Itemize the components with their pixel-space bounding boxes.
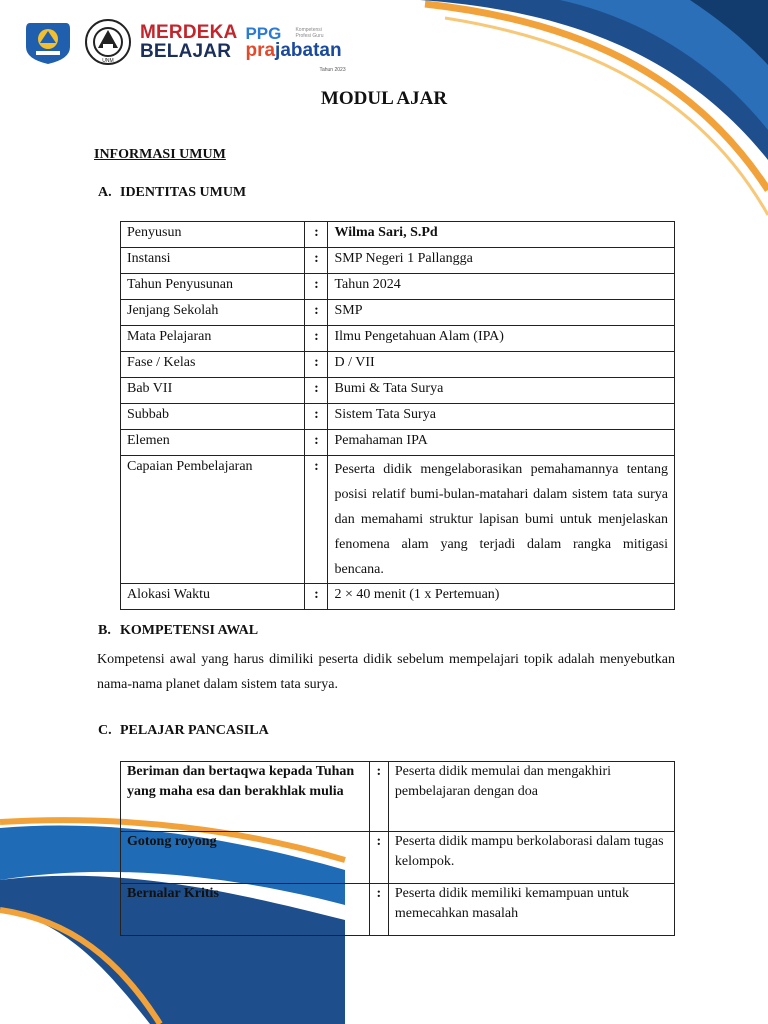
pancasila-deskripsi: Peserta didik memulai dan mengakhiri pembelajaran dengan doa	[388, 762, 674, 832]
identitas-row	[121, 274, 675, 300]
section-b-number: B.	[98, 623, 111, 638]
pancasila-colon: :	[369, 762, 388, 832]
pancasila-row	[121, 762, 675, 832]
pancasila-deskripsi: Peserta didik memiliki kemampuan untuk memecahkan masalah	[388, 884, 674, 936]
ppg-tagline: Kompetensi Profesi Guru	[295, 27, 324, 39]
identitas-label: Mata Pelajaran	[121, 326, 305, 352]
prajabatan-text	[245, 42, 341, 59]
pancasila-colon: :	[369, 832, 388, 884]
pancasila-deskripsi: Peserta didik mampu berkolaborasi dalam tugas kelompok.	[388, 832, 674, 884]
pancasila-table	[120, 761, 675, 936]
identitas-label: Capaian Pembelajaran	[121, 456, 305, 584]
section-c-heading	[98, 723, 269, 739]
identitas-value: 2 × 40 menit (1 x Pertemuan)	[328, 584, 675, 610]
identitas-value: Bumi & Tata Surya	[328, 378, 675, 404]
identitas-value: Wilma Sari, S.Pd	[328, 222, 675, 248]
identitas-value: SMP	[328, 300, 675, 326]
section-b-heading	[98, 623, 258, 639]
identitas-label: Penyusun	[121, 222, 305, 248]
identitas-label: Subbab	[121, 404, 305, 430]
unm-logo-text: UNM	[102, 58, 114, 64]
identitas-label: Fase / Kelas	[121, 352, 305, 378]
ppg-prajabatan-logo	[245, 24, 346, 73]
pancasila-colon: :	[369, 884, 388, 936]
identitas-colon: :	[305, 300, 328, 326]
identitas-row	[121, 456, 675, 584]
identitas-label: Jenjang Sekolah	[121, 300, 305, 326]
merdeka-text: MERDEKA	[140, 22, 238, 43]
identitas-row	[121, 222, 675, 248]
identitas-label: Alokasi Waktu	[121, 584, 305, 610]
merdeka-belajar-logo	[140, 23, 237, 61]
identitas-colon: :	[305, 326, 328, 352]
ppg-text: PPG	[245, 24, 282, 43]
identitas-row	[121, 404, 675, 430]
ppg-year: Tahun 2023	[319, 67, 346, 73]
identitas-colon: :	[305, 584, 328, 610]
section-a-title: IDENTITAS UMUM	[120, 185, 247, 200]
identitas-value: Ilmu Pengetahuan Alam (IPA)	[328, 326, 675, 352]
prajabatan-pra: pra	[245, 40, 276, 61]
identitas-colon: :	[305, 222, 328, 248]
identitas-label: Instansi	[121, 248, 305, 274]
identitas-row	[121, 584, 675, 610]
identitas-table	[120, 221, 675, 610]
section-b-title: KOMPETENSI AWAL	[120, 623, 259, 638]
section-c-number: C.	[98, 723, 112, 738]
unm-logo	[84, 18, 132, 66]
identitas-value: Pemahaman IPA	[328, 430, 675, 456]
identitas-colon: :	[305, 352, 328, 378]
section-a-heading	[98, 185, 246, 201]
kemendikbud-logo	[22, 19, 74, 65]
identitas-colon: :	[305, 248, 328, 274]
section-a-number: A.	[98, 185, 112, 200]
identitas-row	[121, 248, 675, 274]
page-title: MODUL AJAR	[320, 88, 448, 109]
pancasila-row	[121, 884, 675, 936]
identitas-colon: :	[305, 378, 328, 404]
pancasila-dimensi: Gotong royong	[121, 832, 370, 884]
identitas-label: Bab VII	[121, 378, 305, 404]
header-logos	[22, 14, 346, 73]
identitas-value: D / VII	[328, 352, 675, 378]
identitas-row	[121, 352, 675, 378]
pancasila-dimensi: Bernalar Kritis	[121, 884, 370, 936]
identitas-row	[121, 430, 675, 456]
identitas-label: Tahun Penyusunan	[121, 274, 305, 300]
info-heading: INFORMASI UMUM	[94, 147, 226, 162]
identitas-row	[121, 300, 675, 326]
pancasila-dimensi: Beriman dan bertaqwa kepada Tuhan yang maha esa dan berakhlak mulia	[121, 762, 370, 832]
identitas-colon: :	[305, 430, 328, 456]
prajabatan-jabatan: jabatan	[275, 40, 342, 61]
identitas-colon: :	[305, 404, 328, 430]
identitas-colon: :	[305, 274, 328, 300]
identitas-value: SMP Negeri 1 Pallangga	[328, 248, 675, 274]
identitas-row	[121, 326, 675, 352]
identitas-value: Sistem Tata Surya	[328, 404, 675, 430]
section-c-title: PELAJAR PANCASILA	[120, 723, 269, 738]
belajar-text: BELAJAR	[140, 41, 232, 62]
identitas-label: Elemen	[121, 430, 305, 456]
kompetensi-awal-text: Kompetensi awal yang harus dimiliki peserta didik sebelum mempelajari topik adalah menyebutkan nama-nama planet dalam sistem tata surya.	[97, 652, 675, 692]
pancasila-row	[121, 832, 675, 884]
identitas-value: Peserta didik mengelaborasikan pemahamannya tentang posisi relatif bumi-bulan-matahari dalam sistem tata surya dan memahami struktur lapisan bumi untuk menjelaskan fenomena alam yang terjadi dalam rangka mitigasi bencana.	[328, 456, 675, 584]
identitas-colon: :	[305, 456, 328, 584]
identitas-row	[121, 378, 675, 404]
identitas-value: Tahun 2024	[328, 274, 675, 300]
